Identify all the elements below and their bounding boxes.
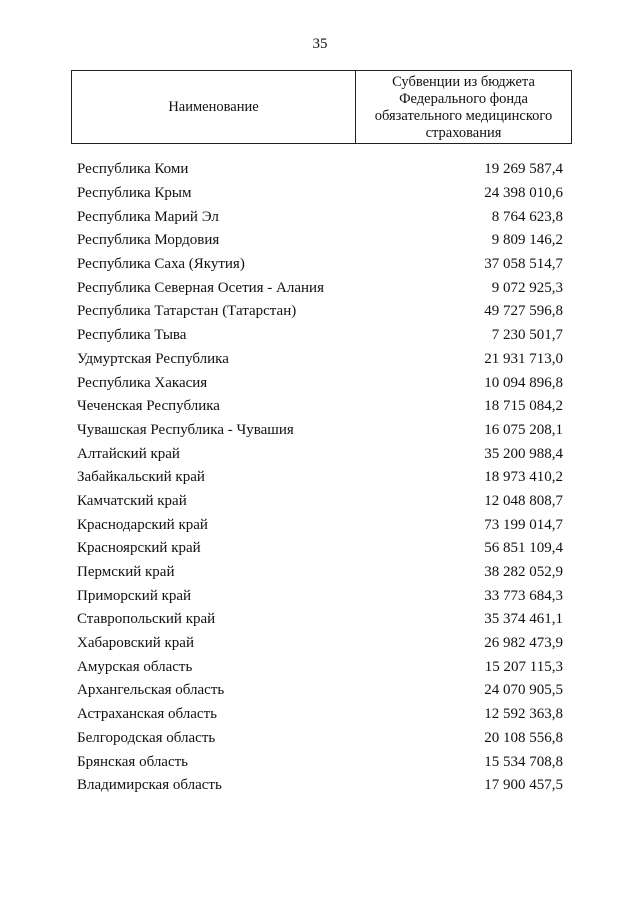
subsidy-value: 26 982 473,9: [484, 635, 563, 652]
subsidy-value: 16 075 208,1: [484, 421, 563, 438]
table-row: [77, 750, 563, 774]
table-row: [77, 395, 563, 419]
table-row: [77, 182, 563, 206]
table-row: [77, 537, 563, 561]
region-name: Камчатский край: [77, 492, 187, 509]
region-name: Республика Крым: [77, 185, 192, 202]
region-name: Чеченская Республика: [77, 398, 220, 415]
header-subsidy-column: [356, 71, 572, 144]
table-row: [77, 158, 563, 182]
region-name: Хабаровский край: [77, 635, 194, 652]
subsidy-value: 49 727 596,8: [484, 303, 563, 320]
table-row: [77, 324, 563, 348]
subsidy-value: 12 048 808,7: [484, 492, 563, 509]
table-row: [77, 276, 563, 300]
table-row: [77, 205, 563, 229]
table-row: [77, 490, 563, 514]
region-name: Краснодарский край: [77, 516, 208, 533]
table-row: [77, 229, 563, 253]
subsidy-value: 9 072 925,3: [491, 279, 563, 296]
table-row: [77, 442, 563, 466]
subsidy-value: 10 094 896,8: [484, 374, 563, 391]
table-row: [77, 774, 563, 798]
region-name: Астраханская область: [77, 706, 217, 723]
subsidy-value: 20 108 556,8: [484, 729, 563, 746]
region-name: Забайкальский край: [77, 469, 205, 486]
table-row: [77, 655, 563, 679]
table-row: [77, 561, 563, 585]
header-subsidy-line: Федерального фонда: [399, 91, 528, 107]
table-body: [77, 158, 563, 798]
table-row: [77, 419, 563, 443]
subsidy-value: 56 851 109,4: [484, 540, 563, 557]
subsidy-value: 12 592 363,8: [484, 706, 563, 723]
region-name: Брянская область: [77, 753, 189, 770]
subsidy-value: 9 809 146,2: [491, 232, 563, 249]
subsidy-value: 24 070 905,5: [484, 682, 563, 699]
subsidy-value: 8 764 623,8: [491, 208, 563, 225]
table-header: [71, 70, 572, 144]
subsidy-value: 7 230 501,7: [491, 327, 563, 344]
table-row: [77, 703, 563, 727]
region-name: Владимирская область: [77, 777, 222, 794]
region-name: Республика Северная Осетия - Алания: [77, 279, 324, 296]
region-name: Пермский край: [77, 564, 175, 581]
region-name: Чувашская Республика - Чувашия: [77, 421, 294, 438]
table-row: [77, 348, 563, 372]
region-name: Республика Саха (Якутия): [77, 256, 245, 273]
table-row: [77, 513, 563, 537]
region-name: Красноярский край: [77, 540, 201, 557]
header-subsidy-line: страхования: [425, 125, 502, 141]
subsidy-value: 19 269 587,4: [484, 161, 563, 178]
region-name: Республика Тыва: [77, 327, 187, 344]
region-name: Республика Мордовия: [77, 232, 220, 249]
region-name: Республика Татарстан (Татарстан): [77, 303, 297, 320]
subsidy-value: 35 200 988,4: [484, 445, 563, 462]
region-name: Приморский край: [77, 587, 192, 604]
region-name: Республика Коми: [77, 161, 189, 178]
subsidy-value: 18 715 084,2: [484, 398, 563, 415]
table-row: [77, 300, 563, 324]
header-subsidy-line: обязательного медицинского: [374, 108, 553, 124]
table-row: [77, 584, 563, 608]
subsidy-value: 24 398 010,6: [484, 185, 563, 202]
subsidy-value: 73 199 014,7: [484, 516, 563, 533]
header-subsidy-line: Субвенции из бюджета: [392, 74, 535, 90]
table-row: [77, 253, 563, 277]
table-row: [77, 608, 563, 632]
region-name: Амурская область: [77, 658, 193, 675]
subsidy-value: 38 282 052,9: [484, 564, 563, 581]
region-name: Алтайский край: [77, 445, 180, 462]
subsidy-value: 37 058 514,7: [484, 256, 563, 273]
subsidy-value: 18 973 410,2: [484, 469, 563, 486]
subsidy-value: 33 773 684,3: [484, 587, 563, 604]
region-name: Республика Марий Эл: [77, 208, 219, 225]
subsidy-value: 21 931 713,0: [484, 350, 563, 367]
region-name: Республика Хакасия: [77, 374, 208, 391]
subsidy-value: 35 374 461,1: [484, 611, 563, 628]
subsidy-value: 17 900 457,5: [484, 777, 563, 794]
subsidy-value: 15 207 115,3: [484, 658, 563, 675]
table-row: [77, 632, 563, 656]
table-row: [77, 371, 563, 395]
region-name: Удмуртская Республика: [77, 350, 229, 367]
table-row: [77, 466, 563, 490]
header-name-column: Наименование: [72, 71, 356, 144]
page-number: 35: [312, 36, 328, 52]
subsidy-value: 15 534 708,8: [484, 753, 563, 770]
region-name: Белгородская область: [77, 729, 216, 746]
table-row: [77, 679, 563, 703]
region-name: Архангельская область: [77, 682, 225, 699]
table-row: [77, 727, 563, 751]
region-name: Ставропольский край: [77, 611, 216, 628]
